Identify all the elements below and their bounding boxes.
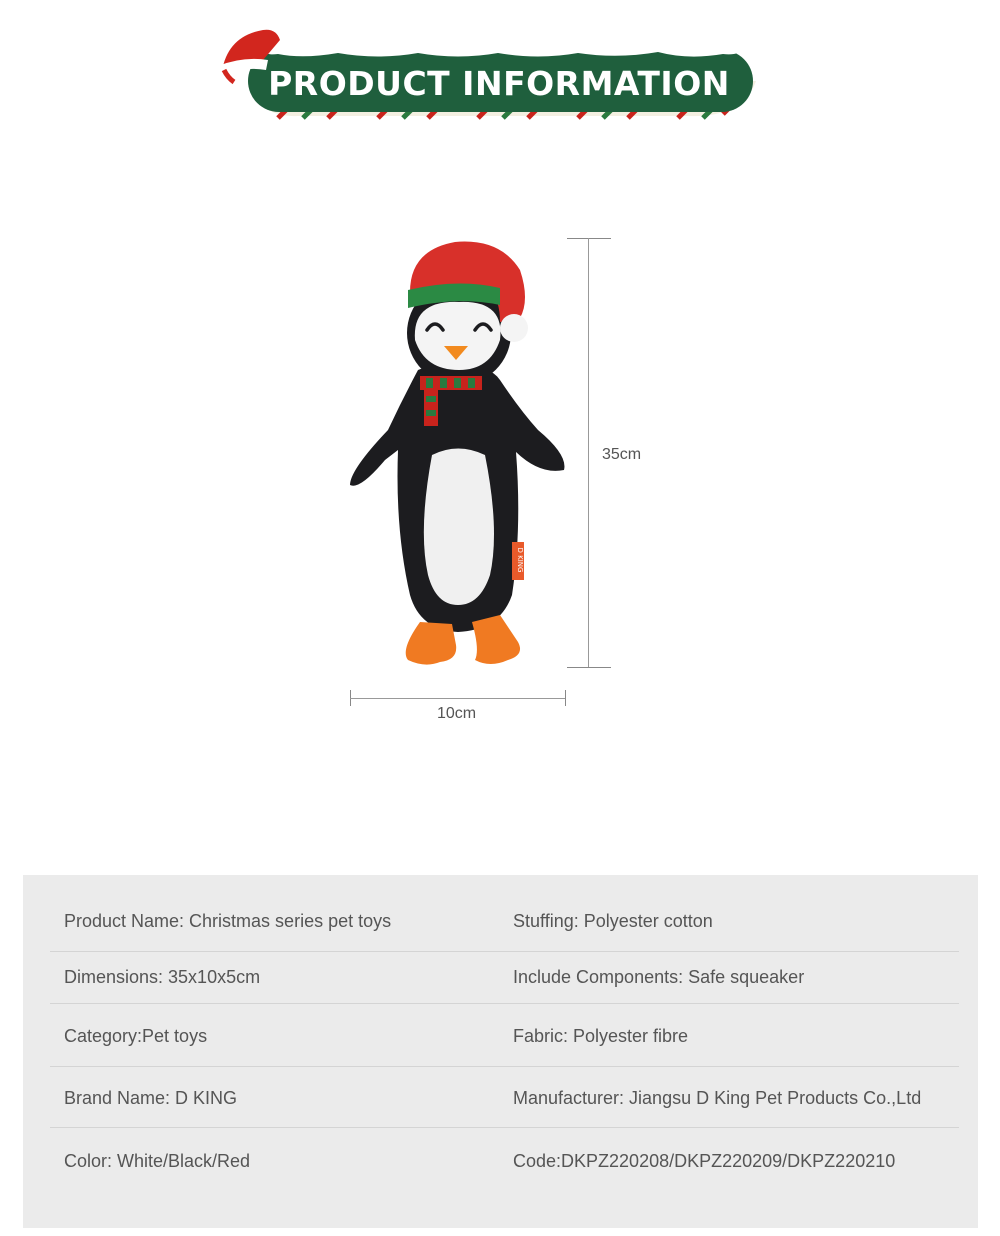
spec-category: Category:Pet toys [64,1026,208,1046]
spec-product-name: Product Name: Christmas series pet toys [64,911,392,931]
spec-row [50,1131,959,1191]
product-information-banner [218,26,763,121]
spec-brand-name: Brand Name: D KING [64,1088,238,1108]
spec-manufacturer: Manufacturer: Jiangsu D King Pet Products Co.,Ltd [513,1088,922,1108]
spec-row [50,951,959,1004]
height-label: 35cm [602,446,642,463]
spec-color: Color: White/Black/Red [64,1151,251,1171]
spec-components: Include Components: Safe squeaker [513,967,805,987]
spec-row [50,1068,959,1128]
penguin-toy-image [340,230,580,675]
spec-dimensions: Dimensions: 35x10x5cm [64,967,261,987]
spec-code: Code:DKPZ220208/DKPZ220209/DKPZ220210 [513,1151,896,1171]
banner-title: PRODUCT INFORMATION [268,64,730,103]
spec-stuffing: Stuffing: Polyester cotton [513,911,713,931]
spec-row [50,891,959,952]
width-label: 10cm [437,705,477,722]
product-specs-table [23,875,978,1228]
spec-row [50,1006,959,1067]
spec-fabric: Fabric: Polyester fibre [513,1026,689,1046]
brand-tag: D KING [516,547,524,573]
